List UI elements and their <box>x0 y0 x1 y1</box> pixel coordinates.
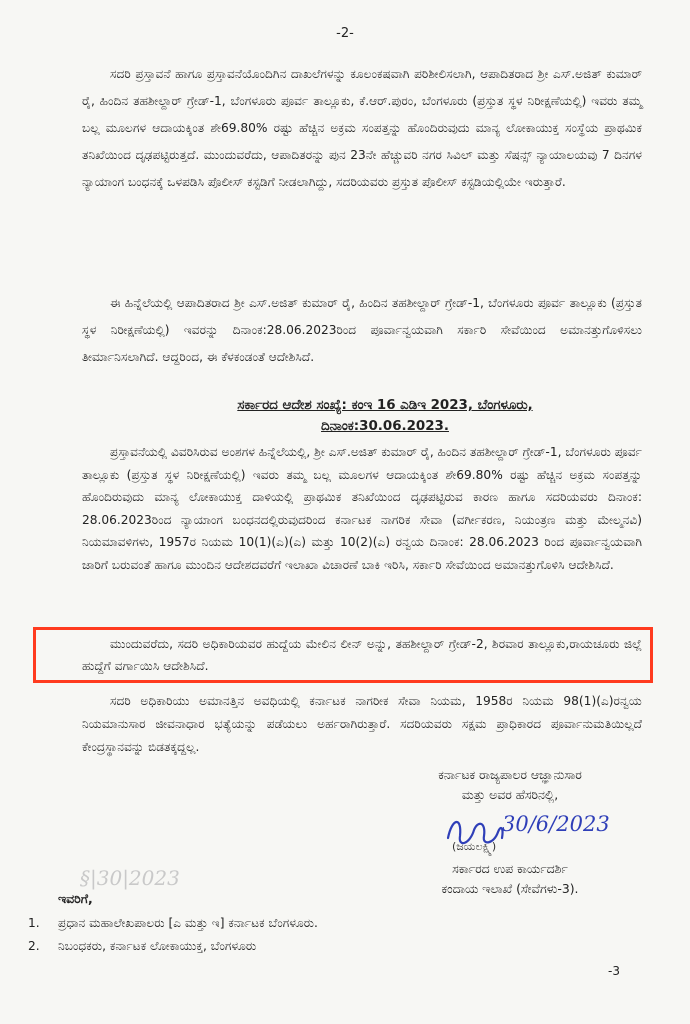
list-item-number: 2. <box>28 939 40 953</box>
order-heading-line1: ಸರ್ಕಾರದ ಆದೇಶ ಸಂಖ್ಯೆ: ಕಂಇ 16 ಎಡಿಇ 2023, ಬೆಂಗಳೂರು, <box>237 398 533 413</box>
faded-stamp: §|30|2023 <box>80 866 180 890</box>
signatory-name: (ಜಯಲಕ್ಷ್ಮಿ) <box>452 840 497 853</box>
signatory-department: ಕಂದಾಯ ಇಲಾಖೆ (ಸೇವೆಗಳು-3). <box>441 881 579 896</box>
signature-date: 30/6/2023 <box>502 812 610 836</box>
copy-to-heading: ಇವರಿಗೆ, <box>58 891 93 906</box>
copy-to-list <box>28 912 628 958</box>
paragraph-5: ಸದರಿ ಅಧಿಕಾರಿಯು ಅಮಾನತ್ತಿನ ಅವಧಿಯಲ್ಲಿ ಕರ್ನಾಟಕ ನಾಗರೀಕ ಸೇವಾ ನಿಯಮ, 1958ರ ನಿಯಮ 98(1)(ಎ)ರನ್ವಯ ನಿಯಮಾನುಸಾರ ಜೀವನಾಧಾರ ಭತ್ಯೆಯನ್ನು ಪಡೆಯಲು ಅರ್ಹರಾಗಿರುತ್ತಾರೆ. ಸದರಿಯವರು ಸಕ್ಷಮ ಪ್ರಾಧಿಕಾರದ ಪೂರ್ವಾನುಮತಿಯಿಲ್ಲದೆ ಕೇಂದ್ರಸ್ಥಾನವನ್ನು ಬಿಡತಕ್ಕದ್ದಲ್ಲ. <box>82 694 642 754</box>
list-item-text: ನಿಬಂಧಕರು, ಕರ್ನಾಟಕ ಲೋಕಾಯುಕ್ತ, ಬೆಂಗಳೂರು <box>58 939 257 953</box>
page-number: -2- <box>336 26 354 41</box>
list-item-number: 1. <box>28 916 40 930</box>
list-item <box>28 912 628 935</box>
authority-line1: ಕರ್ನಾಟಕ ರಾಜ್ಯಪಾಲರ ಆಜ್ಞಾನುಸಾರ <box>438 767 582 782</box>
list-item-text: ಪ್ರಧಾನ ಮಹಾಲೇಖಪಾಲರು [ಎ ಮತ್ತು ಇ] ಕರ್ನಾಟಕ ಬೆಂಗಳೂರು. <box>58 916 318 930</box>
paragraph-1: ಸದರಿ ಪ್ರಸ್ತಾವನೆ ಹಾಗೂ ಪ್ರಸ್ತಾವನೆಯೊಂದಿಗಿನ ದಾಖಲೆಗಳನ್ನು ಕೂಲಂಕಷವಾಗಿ ಪರಿಶೀಲಿಸಲಾಗಿ, ಆಪಾದಿತರಾದ ಶ್ರೀ ಎಸ್.ಅಜಿತ್ ಕುಮಾರ್ ರೈ, ಹಿಂದಿನ ತಹಶೀಲ್ದಾರ್ ಗ್ರೇಡ್-1, ಬೆಂಗಳೂರು ಪೂರ್ವ ತಾಲ್ಲೂಕು, ಕೆ.ಆರ್.ಪುರಂ, ಬೆಂಗಳೂರು (ಪ್ರಸ್ತುತ ಸ್ಥಳ ನಿರೀಕ್ಷಣೆಯಲ್ಲಿ) ಇವರು ತಮ್ಮ ಬಲ್ಲ ಮೂಲಗಳ ಆದಾಯಕ್ಕಿಂತ ಶೇ69.80% ರಷ್ಟು ಹೆಚ್ಚಿನ ಅಕ್ರಮ ಸಂಪತ್ತನ್ನು ಹೊಂದಿರುವುದು ಮಾನ್ಯ ಲೋಕಾಯುಕ್ತ ಸಂಸ್ಥೆಯ ಪ್ರಾಥಮಿಕ ತನಿಖೆಯಿಂದ ದೃಢಪಟ್ಟಿರುತ್ತದೆ. ಮುಂದುವರೆದು, ಆಪಾದಿತರನ್ನು ಪುನ 23ನೇ ಹೆಚ್ಚುವರಿ ನಗರ ಸಿವಿಲ್ ಮತ್ತು ಸೆಷನ್ಸ್ ನ್ಯಾಯಾಲಯವು 7 ದಿನಗಳ ನ್ಯಾಯಾಂಗ ಬಂಧನಕ್ಕೆ ಒಳಪಡಿಸಿ ಪೊಲೀಸ್ ಕಸ್ಟಡಿಗೆ ನೀಡಲಾಗಿದ್ದು, ಸದರಿಯವರು ಪ್ರಸ್ತುತ ಪೊಲೀಸ್ ಕಸ್ಟಡಿಯಲ್ಲಿಯೇ ಇರುತ್ತಾರೆ. <box>82 67 642 189</box>
paragraph-3: ಪ್ರಸ್ತಾವನೆಯಲ್ಲಿ ವಿವರಿಸಿರುವ ಅಂಶಗಳ ಹಿನ್ನೆಲೆಯಲ್ಲಿ, ಶ್ರೀ ಎಸ್.ಅಜಿತ್ ಕುಮಾರ್ ರೈ, ಹಿಂದಿನ ತಹಶೀಲ್ದಾರ್ ಗ್ರೇಡ್-1, ಬೆಂಗಳೂರು ಪೂರ್ವ ತಾಲ್ಲೂಕು (ಪ್ರಸ್ತುತ ಸ್ಥಳ ನಿರೀಕ್ಷಣೆಯಲ್ಲಿ) ಇವರು ತಮ್ಮ ಬಲ್ಲ ಮೂಲಗಳ ಆದಾಯಕ್ಕಿಂತ ಶೇ69.80% ರಷ್ಟು ಹೆಚ್ಚಿನ ಅಕ್ರಮ ಸಂಪತ್ತನ್ನು ಹೊಂದಿರುವುದು ಮಾನ್ಯ ಲೋಕಾಯುಕ್ತ ದಾಳಿಯಲ್ಲಿ ಪ್ರಾಥಮಿಕ ತನಿಖೆಯಿಂದ ದೃಢಪಟ್ಟಿರುವ ಕಾರಣ ಹಾಗೂ ಸದರಿಯವರು ದಿನಾಂಕ: 28.06.2023ರಿಂದ ನ್ಯಾಯಾಂಗ ಬಂಧನದಲ್ಲಿರುವುದರಿಂದ ಕರ್ನಾಟಕ ನಾಗರಿಕ ಸೇವಾ (ವರ್ಗೀಕರಣ, ನಿಯಂತ್ರಣ ಮತ್ತು ಮೇಲ್ಮನವಿ) ನಿಯಮಾವಳಿಗಳು, 1957ರ ನಿಯಮ 10(1)(ಎ)(ಎ) ಮತ್ತು 10(2)(ಎ) ರನ್ವಯ ದಿನಾಂಕ: 28.06.2023 ರಿಂದ ಪೂರ್ವಾನ್ವಯವಾಗಿ ಜಾರಿಗೆ ಬರುವಂತೆ ಹಾಗೂ ಮುಂದಿನ ಆದೇಶದವರೆಗೆ ಇಲಾಖಾ ವಿಚಾರಣೆ ಬಾಕಿ ಇರಿಸಿ, ಸರ್ಕಾರಿ ಸೇವೆಯಿಂದ ಅಮಾನತ್ತುಗೊಳಿಸಿ ಆದೇಶಿಸಿದೆ. <box>82 445 642 572</box>
order-heading-line2: ದಿನಾಂಕ:30.06.2023. <box>321 419 449 434</box>
next-page-marker: -3 <box>608 964 620 978</box>
paragraph-2: ಈ ಹಿನ್ನೆಲೆಯಲ್ಲಿ ಆಪಾದಿತರಾದ ಶ್ರೀ ಎಸ್.ಅಜಿತ್ ಕುಮಾರ್ ರೈ, ಹಿಂದಿನ ತಹಶೀಲ್ದಾರ್ ಗ್ರೇಡ್-1, ಬೆಂಗಳೂರು ಪೂರ್ವ ತಾಲ್ಲೂಕು (ಪ್ರಸ್ತುತ ಸ್ಥಳ ನಿರೀಕ್ಷಣೆಯಲ್ಲಿ) ಇವರನ್ನು ದಿನಾಂಕ:28.06.2023ರಿಂದ ಪೂರ್ವಾನ್ವಯವಾಗಿ ಸರ್ಕಾರಿ ಸೇವೆಯಿಂದ ಅಮಾನತ್ತುಗೊಳಿಸಲು ತೀರ್ಮಾನಿಸಲಾಗಿದೆ. ಆದ್ದರಿಂದ, ಈ ಕೆಳಕಂಡಂತೆ ಆದೇಶಿಸಿದೆ. <box>82 296 642 364</box>
list-item <box>28 935 628 958</box>
authority-line2: ಮತ್ತು ಅವರ ಹೆಸರಿನಲ್ಲಿ, <box>461 787 559 802</box>
signatory-designation: ಸರ್ಕಾರದ ಉಪ ಕಾರ್ಯದರ್ಶಿ <box>452 861 568 876</box>
paragraph-4: ಮುಂದುವರೆದು, ಸದರಿ ಅಧಿಕಾರಿಯವರ ಹುದ್ದೆಯ ಮೇಲಿನ ಲೀನ್ ಅನ್ನು, ತಹಶೀಲ್ದಾರ್ ಗ್ರೇಡ್-2, ಶಿರವಾರ ತಾಲ್ಲೂಕು,ರಾಯಚೂರು ಜಿಲ್ಲೆ ಹುದ್ದೆಗೆ ವರ್ಗಾಯಿಸಿ ಆದೇಶಿಸಿದೆ. <box>82 637 642 673</box>
